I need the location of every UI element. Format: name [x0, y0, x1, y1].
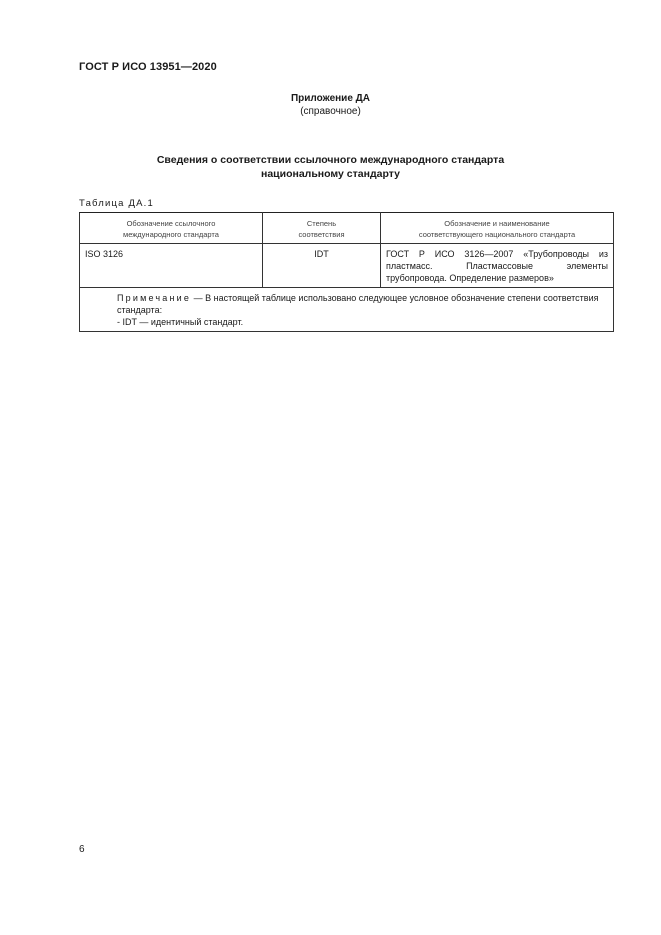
header-degree — [263, 213, 381, 244]
header-national-line1: Обозначение и наименование — [444, 218, 550, 228]
header-reference-line1: Обозначение ссылочного — [126, 218, 216, 228]
cell-degree: IDT — [263, 244, 381, 288]
cell-reference-standard: ISO 3126 — [80, 244, 263, 288]
table-header-row — [80, 213, 614, 244]
header-national-standard — [381, 213, 614, 244]
header-reference-standard — [80, 213, 263, 244]
document-header: ГОСТ Р ИСО 13951—2020 — [79, 61, 217, 73]
header-reference-line2: международного стандарта — [123, 229, 219, 239]
note-label: Примечание — [117, 293, 192, 303]
table-note — [80, 288, 614, 332]
note-item: - IDT — идентичный стандарт. — [117, 317, 244, 327]
section-title-line1: Сведения о соответствии ссылочного международного стандарта — [156, 154, 505, 166]
note-text: — В настоящей таблице использовано следующее условное обозначение степени соответствия стандарта: — [117, 293, 599, 315]
table-row — [80, 244, 614, 288]
cell-national-standard: ГОСТ Р ИСО 3126—2007 «Трубопроводы из пластмасс. Пластмассовые элементы трубопровода. Определение размеров» — [381, 244, 614, 288]
section-title-line2: национальному стандарту — [260, 168, 400, 180]
table-caption: Таблица ДА.1 — [79, 198, 154, 209]
section-title — [120, 153, 541, 181]
appendix-subtitle: (справочное) — [300, 106, 361, 117]
header-national-line2: соответствующего национального стандарта — [418, 229, 576, 239]
correspondence-table — [79, 212, 614, 332]
note-paragraph — [85, 292, 608, 316]
header-degree-line1: Степень — [306, 218, 337, 228]
page-number: 6 — [79, 844, 85, 855]
header-degree-line2: соответствия — [298, 229, 345, 239]
appendix-title: Приложение ДА — [290, 93, 371, 104]
appendix-heading — [0, 92, 661, 118]
table-note-row — [80, 288, 614, 332]
